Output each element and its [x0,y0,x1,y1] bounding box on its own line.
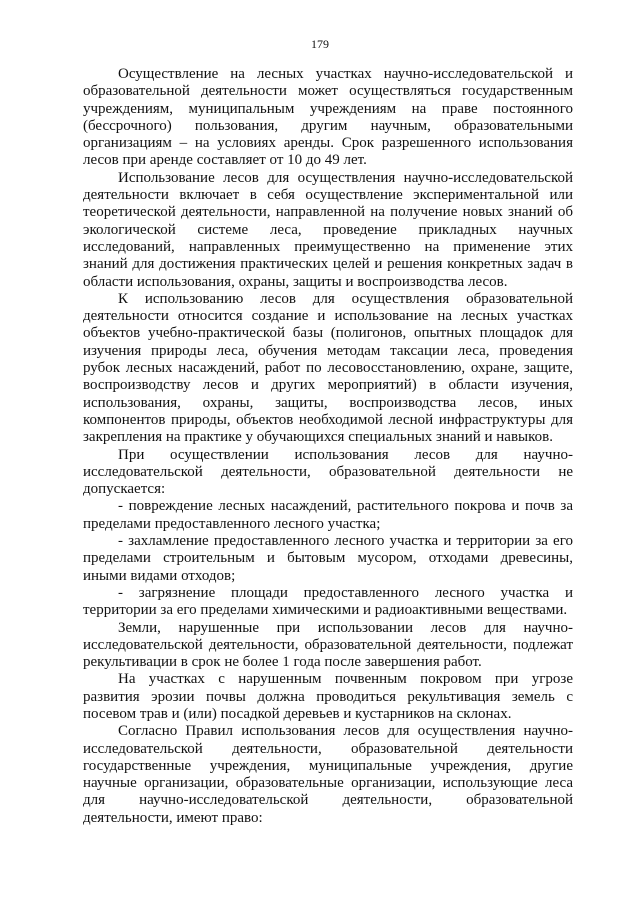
text-line: развития эрозии почвы должна проводиться рекультивация земель с [83,688,573,705]
paragraph [83,671,573,723]
text-line: образовательной деятельности может осуществляться государственным [83,83,573,100]
text-line: посевом трав и (или) посадкой деревьев и кустарников на склонах. [83,705,512,722]
text-line: (бессрочного) пользования, другим научным, образовательными [83,117,573,134]
text-line: деятельности относится создание и использование на лесных участках [83,308,573,325]
text-line: деятельности включает в себя осуществление экспериментальной или [83,187,573,204]
list-item [83,498,573,533]
text-line: исследований, направленных преимущественно на применение этих [83,238,573,255]
list-item [83,533,573,585]
text-line: Согласно Правил использования лесов для осуществления научно- [118,723,573,740]
text-line: лесов при аренде составляет от 10 до 49 лет. [83,152,367,169]
text-line: для научно-исследовательской деятельности, образовательной [83,792,573,809]
paragraph [83,170,573,291]
text-line: - загрязнение площади предоставленного лесного участка и [118,584,573,601]
text-line: знаний для достижения практических целей и решения конкретных задач в [83,256,573,273]
text-line: организациям – на условиях аренды. Срок разрешенного использования [83,135,573,152]
text-line: - повреждение лесных насаждений, растительного покрова и почв за [118,498,573,515]
text-line: К использованию лесов для осуществления образовательной [118,290,573,307]
paragraph [83,66,573,170]
paragraph [83,447,573,499]
page-number: 179 [311,37,329,51]
text-line: научные организации, образовательные организации, использующие леса [83,775,573,792]
text-line: Земли, нарушенные при использовании лесов для научно- [118,619,573,636]
text-line: Использование лесов для осуществления научно-исследовательской [118,169,573,186]
page-body [83,66,573,827]
text-line: пределами предоставленного лесного участка; [83,515,381,532]
text-line: учреждениям, муниципальным учреждениям на праве постоянного [83,100,573,117]
paragraph [83,620,573,672]
list-item [83,585,573,620]
text-line: рубок лесных насаждений, работ по лесовосстановлению, охране, защите, [83,360,573,377]
text-line: воспроизводству лесов и других мероприятий) в области изучения, [83,377,573,394]
text-line: - захламление предоставленного лесного участка и территории за его [118,533,573,550]
paragraph [83,291,573,447]
text-line: исследовательской деятельности, образовательной деятельности, подлежат [83,636,573,653]
text-line: области использования, охраны, защиты и воспроизводства лесов. [83,273,508,290]
text-line: При осуществлении использования лесов для научно- [118,446,573,463]
text-line: изучения природы леса, обучения методам таксации леса, проведения [83,342,573,359]
text-line: деятельности, имеют право: [83,809,263,826]
text-line: допускается: [83,481,166,498]
text-line: теоретической деятельности, направленной на получение новых знаний об [83,204,573,221]
text-line: пределами строительным и бытовым мусором, отходами древесины, [83,550,573,567]
text-line: иными видами отходов; [83,567,236,584]
text-line: исследовательской деятельности, образовательной деятельности [83,740,573,757]
text-line: компонентов природы, объектов необходимой лесной инфраструктуры для [83,411,573,428]
text-line: исследовательской деятельности, образовательной деятельности не [83,463,573,480]
text-line: рекультивации в срок не более 1 года после завершения работ. [83,654,482,671]
text-line: использования, охраны, защиты, воспроизводства лесов, иных [83,394,573,411]
text-line: объектов учебно-практической базы (полигонов, опытных площадок для [83,325,573,342]
text-line: Осуществление на лесных участках научно-исследовательской и [118,66,573,82]
text-line: На участках с нарушенным почвенным покровом при угрозе [118,671,573,688]
text-line: экологической системе леса, проведение прикладных научных [83,221,573,238]
text-line: закрепления на практике у обучающихся специальных знаний и навыков. [83,429,553,446]
text-line: государственные учреждения, муниципальные учреждения, другие [83,757,573,774]
text-line: территории за его пределами химическими и радиоактивными веществами. [83,602,568,619]
paragraph [83,723,573,827]
